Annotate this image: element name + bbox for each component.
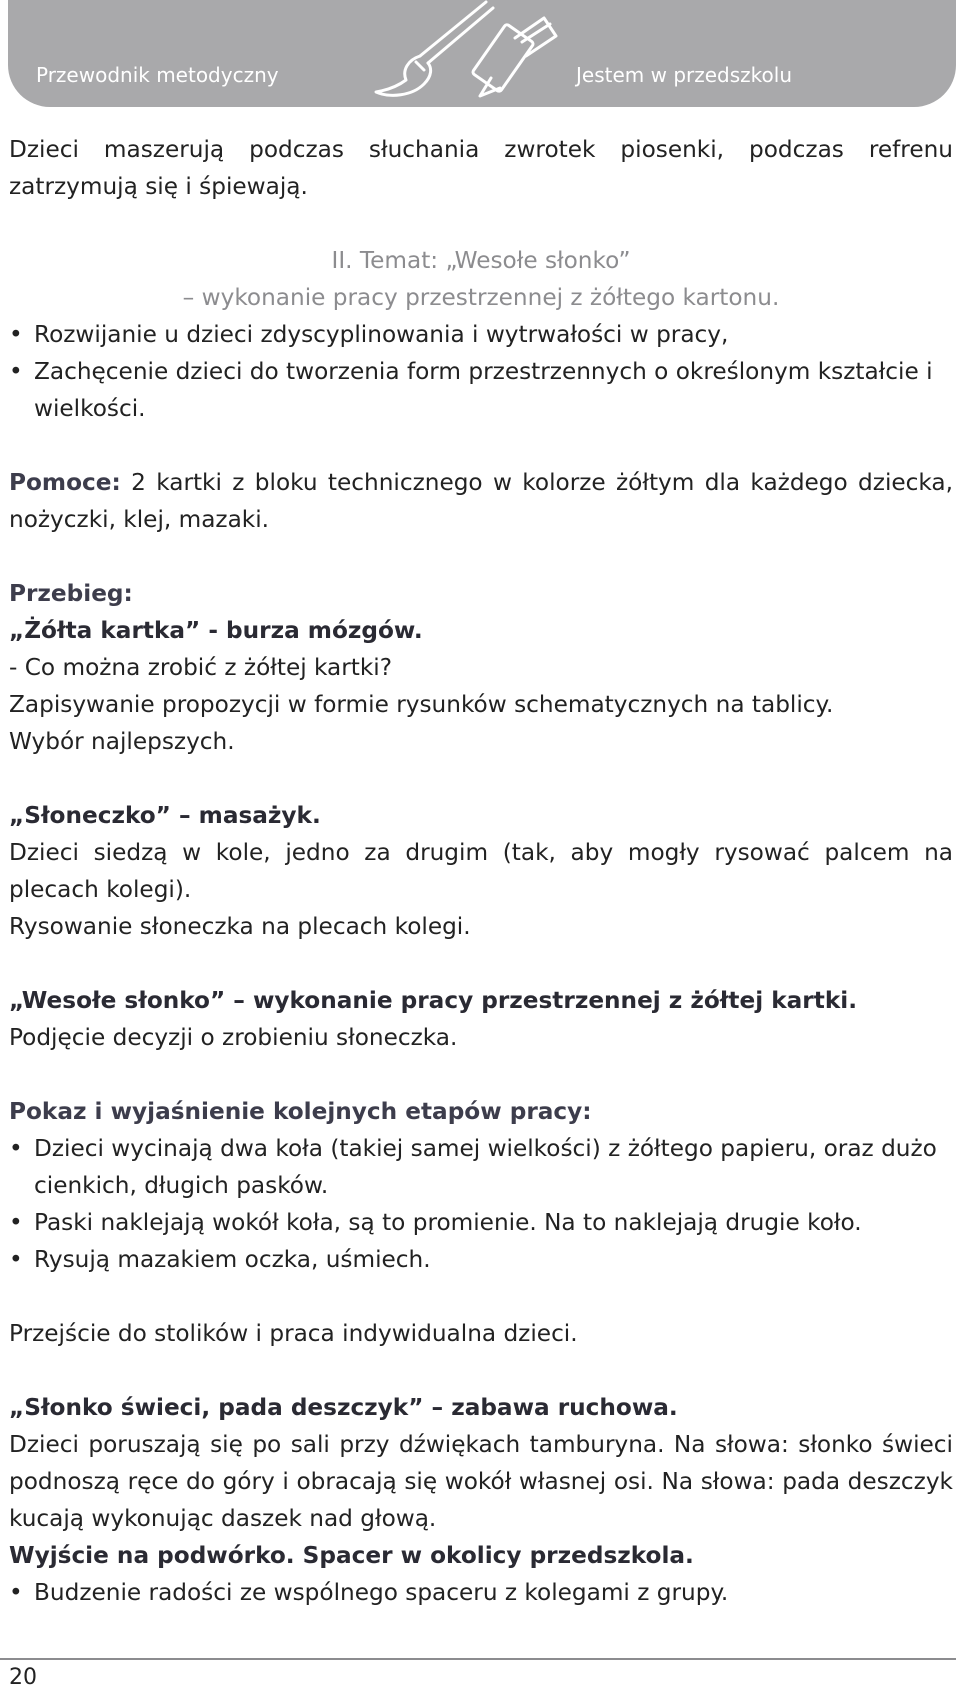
step5-title: Wyjście na podwórko. Spacer w okolicy przedszkola. [9,1542,694,1569]
step4-text: Dzieci poruszają się po sali przy dźwiękach tamburyna. Na słowa: słonko świeci podnoszą ręce do góry i obracają się wokół własnej osi. Na słowa: pada deszczyk kucają wykonując daszek nad głową. [9,1431,953,1532]
aids-paragraph [9,464,953,538]
page-header [8,0,956,107]
step2-text: Dzieci siedzą w kole, jedno za drugim (tak, aby mogły rysować palcem na plecach kolegi). [9,839,953,903]
header-left-title: Przewodnik metodyczny [36,63,279,87]
stage-item: • Dzieci wycinają dwa koła (takiej samej wielkości) z żółtego papieru, oraz dużo cienkich, długich pasków. [9,1130,953,1204]
step5-goal-item: • Budzenie radości ze wspólnego spaceru z kolegami z grupy. [9,1574,953,1611]
step3-title: „Wesołe słonko” – wykonanie pracy przestrzennej z żółtej kartki. [9,987,858,1014]
step2-title: „Słoneczko” – masażyk. [9,802,321,829]
step1-line1: Zapisywanie propozycji w formie rysunków schematycznych na tablicy. [9,691,834,718]
step5-goals-list [9,1574,953,1611]
header-right-title: Jestem w przedszkolu [576,63,792,87]
step2-line2: Rysowanie słoneczka na plecach kolegi. [9,913,471,940]
step3-text: Podjęcie decyzji o zrobieniu słoneczka. [9,1024,458,1051]
step4-title: „Słonko świeci, pada deszczyk” – zabawa ruchowa. [9,1394,678,1421]
page-number: 20 [9,1665,37,1690]
topic-title: II. Temat: „Wesołe słonko” [331,247,631,274]
goal-item: • Rozwijanie u dzieci zdyscyplinowania i wytrwałości w pracy, [9,316,953,353]
step1-title: „Żółta kartka” - burza mózgów. [9,617,423,644]
topic-subtitle: – wykonanie pracy przestrzennej z żółtego kartonu. [182,284,780,311]
goals-list [9,316,953,427]
stage-item: • Paski naklejają wokół koła, są to promienie. Na to naklejają drugie koło. [9,1204,953,1241]
stages-label: Pokaz i wyjaśnienie kolejnych etapów pracy: [9,1098,592,1125]
brush-and-pencil-icon [368,0,578,107]
transition-text: Przejście do stolików i praca indywidualna dzieci. [9,1320,578,1347]
stages-list [9,1130,953,1278]
page-content [9,131,953,1611]
step1-question: - Co można zrobić z żółtej kartki? [9,654,393,681]
footer-divider [0,1658,956,1660]
goal-item: • Zachęcenie dzieci do tworzenia form przestrzennych o określonym kształcie i wielkości. [9,353,953,427]
stage-item: • Rysują mazakiem oczka, uśmiech. [9,1241,953,1278]
aids-text: 2 kartki z bloku technicznego w kolorze żółtym dla każdego dziecka, nożyczki, klej, mazaki. [9,469,953,533]
aids-label: Pomoce: [9,469,121,496]
procedure-label: Przebieg: [9,580,133,607]
intro-paragraph: Dzieci maszerują podczas słuchania zwrotek piosenki, podczas refrenu zatrzymują się i śpiewają. [9,136,953,200]
step1-line2: Wybór najlepszych. [9,728,235,755]
